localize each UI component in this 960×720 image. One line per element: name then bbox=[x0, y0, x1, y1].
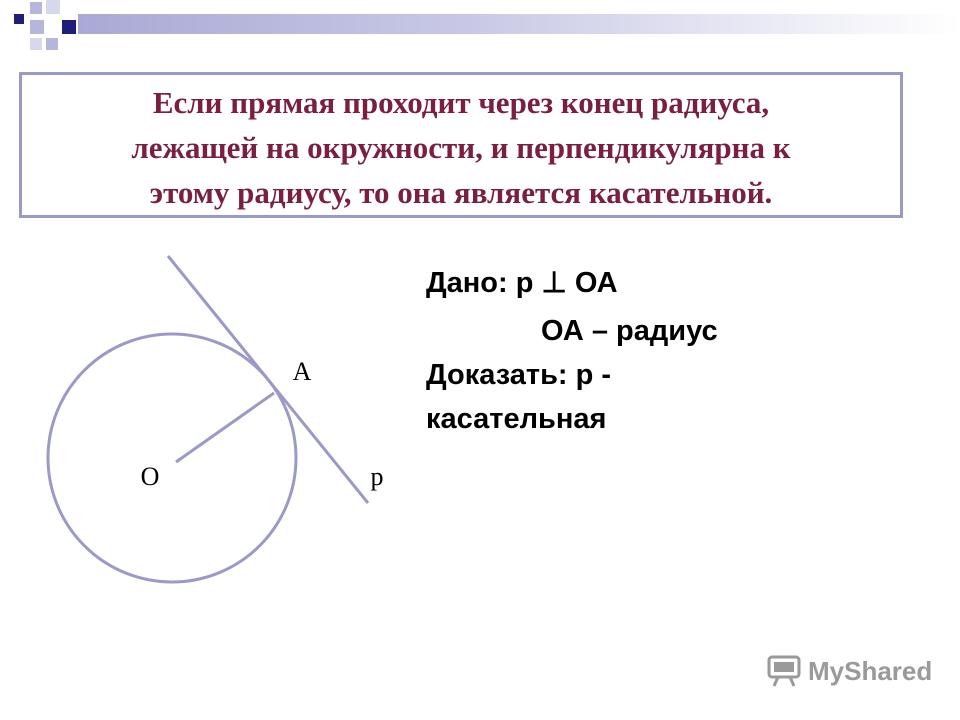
label-point-A: A bbox=[292, 357, 312, 386]
theorem-line: этому радиусу, то она является касательной. bbox=[149, 175, 773, 210]
watermark-text: MyShared bbox=[808, 655, 933, 686]
theorem-line: Если прямая проходит через конец радиуса, bbox=[152, 85, 770, 120]
projector-icon bbox=[766, 654, 802, 688]
watermark bbox=[766, 654, 932, 688]
prove-line: Доказать: р - bbox=[426, 359, 612, 391]
radius-OA bbox=[176, 393, 274, 462]
given-line: ОА – радиус bbox=[541, 315, 718, 347]
label-line-p: p bbox=[370, 462, 384, 491]
circle bbox=[48, 334, 296, 582]
theorem-line: лежащей на окружности, и перпендикулярна к bbox=[131, 130, 791, 165]
given-line: Дано: р ⊥ ОА bbox=[426, 267, 618, 299]
prove-line: касательная bbox=[426, 403, 607, 435]
tangent-line-p bbox=[168, 256, 368, 503]
label-center-O: O bbox=[140, 462, 160, 491]
